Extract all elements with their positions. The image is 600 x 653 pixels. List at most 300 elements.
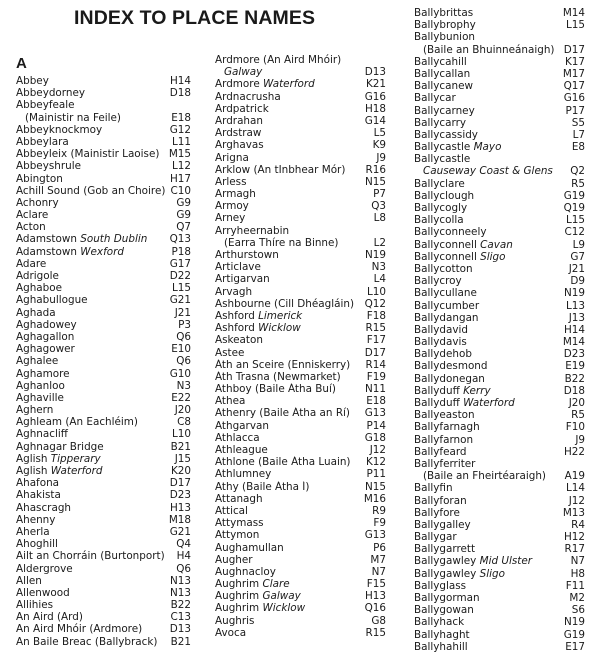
- place-name: [16, 294, 166, 306]
- place-name-text: Aghabullogue: [16, 294, 88, 307]
- place-name: [414, 629, 560, 641]
- place-name: [16, 331, 172, 343]
- place-name-text: Ashford: [215, 309, 255, 322]
- index-entry[interactable]: [16, 209, 191, 221]
- index-entry[interactable]: [215, 383, 386, 395]
- grid-reference: J20: [568, 397, 585, 409]
- index-entry[interactable]: [215, 347, 386, 359]
- index-entry[interactable]: [16, 404, 191, 416]
- index-entry[interactable]: [215, 176, 386, 188]
- place-name: [215, 322, 362, 334]
- index-entry[interactable]: [414, 300, 585, 312]
- index-entry[interactable]: [414, 348, 585, 360]
- place-name-text: Ballygawley: [414, 555, 477, 568]
- grid-reference: L7: [572, 128, 585, 141]
- place-name: [215, 164, 362, 176]
- index-entry[interactable]: [16, 611, 191, 623]
- place-name: [215, 212, 370, 224]
- index-entry[interactable]: [16, 148, 191, 160]
- place-name-text: Ballyglass: [414, 579, 467, 592]
- place-name-text: Aughrim: [215, 602, 260, 615]
- index-entry[interactable]: [414, 226, 585, 238]
- index-entry[interactable]: [414, 397, 585, 409]
- index-entry[interactable]: [16, 538, 191, 550]
- index-entry[interactable]: [414, 421, 585, 433]
- place-name-text: Ballyfarnagh: [414, 421, 480, 434]
- index-entry[interactable]: [215, 615, 386, 627]
- index-entry[interactable]: [215, 481, 386, 493]
- index-entry[interactable]: [16, 87, 191, 99]
- index-entry[interactable]: [414, 251, 585, 263]
- index-entry[interactable]: [414, 92, 585, 104]
- index-entry[interactable]: [414, 470, 585, 482]
- index-entry[interactable]: [16, 428, 191, 440]
- place-name-text: Ballycullane: [414, 287, 477, 300]
- place-name-text: Ahenny: [16, 513, 56, 526]
- grid-reference: M7: [370, 553, 386, 566]
- place-name: [215, 627, 362, 639]
- grid-reference: Q6: [176, 562, 191, 575]
- place-name-text: Ballygalley: [414, 518, 471, 531]
- place-name-text: Ballygarrett: [414, 543, 476, 556]
- grid-reference: L2: [373, 236, 386, 249]
- place-name: [414, 202, 560, 214]
- index-entry[interactable]: [215, 91, 386, 103]
- index-entry[interactable]: [414, 531, 585, 543]
- place-name-text: An Baile Breac (Ballybrack): [16, 635, 158, 648]
- index-entry[interactable]: [215, 127, 386, 139]
- place-name-text: Aghnacliff: [16, 428, 68, 441]
- place-name-text: Ballydangan: [414, 311, 479, 324]
- place-name: [414, 239, 569, 251]
- index-entry[interactable]: [16, 441, 191, 453]
- index-entry[interactable]: [215, 407, 386, 419]
- index-entry[interactable]: [16, 75, 191, 87]
- index-entry[interactable]: [16, 392, 191, 404]
- index-entry[interactable]: [215, 237, 386, 249]
- grid-reference: L12: [171, 160, 191, 173]
- place-name-text: Ballyfarnon: [414, 433, 474, 446]
- grid-reference: Q13: [169, 233, 191, 246]
- place-name: [16, 477, 166, 489]
- index-entry[interactable]: [215, 54, 386, 66]
- place-name: [16, 428, 168, 440]
- place-name: [16, 392, 167, 404]
- index-entry[interactable]: [16, 197, 191, 209]
- index-entry[interactable]: [414, 324, 585, 336]
- index-entry[interactable]: [215, 517, 386, 529]
- index-entry[interactable]: [414, 141, 585, 153]
- place-name: [16, 343, 167, 355]
- index-entry[interactable]: [215, 578, 386, 590]
- index-entry[interactable]: [215, 420, 386, 432]
- index-entry[interactable]: [16, 563, 191, 575]
- index-entry[interactable]: [16, 112, 191, 124]
- place-name: [215, 176, 361, 188]
- place-name-text: Aldergrove: [16, 562, 73, 575]
- place-name-text: Ballydesmond: [414, 360, 488, 373]
- index-entry[interactable]: [414, 263, 585, 275]
- grid-reference: R9: [372, 504, 386, 517]
- grid-reference: Q19: [563, 202, 585, 214]
- place-name: [414, 178, 567, 190]
- index-entry[interactable]: [414, 592, 585, 604]
- grid-reference: J9: [575, 433, 585, 446]
- index-entry[interactable]: [215, 371, 386, 383]
- place-name: [16, 611, 167, 623]
- place-name-text: Ballyfin: [414, 482, 453, 495]
- grid-reference: Q17: [563, 80, 585, 93]
- grid-reference: L10: [366, 285, 386, 298]
- index-entry[interactable]: [16, 526, 191, 538]
- place-qualifier: Galway: [262, 590, 301, 603]
- index-entry[interactable]: [414, 555, 585, 567]
- place-name: [414, 531, 560, 543]
- index-entry[interactable]: [16, 319, 191, 331]
- index-entry[interactable]: [414, 19, 585, 31]
- place-qualifier: Waterford: [50, 465, 103, 477]
- place-name-text: Aughris: [215, 614, 255, 627]
- index-entry[interactable]: [215, 188, 386, 200]
- place-name: [16, 587, 166, 599]
- index-entry[interactable]: [16, 477, 191, 489]
- index-entry[interactable]: [16, 453, 191, 465]
- place-name-text: Ballycarry: [414, 116, 467, 129]
- index-entry[interactable]: [16, 221, 191, 233]
- index-entry[interactable]: [215, 200, 386, 212]
- index-entry[interactable]: [215, 566, 386, 578]
- index-entry[interactable]: [16, 416, 191, 428]
- index-entry[interactable]: [414, 543, 585, 555]
- index-entry[interactable]: [16, 465, 191, 477]
- index-entry[interactable]: [16, 355, 191, 367]
- place-name-text: Ballycastle: [414, 141, 471, 154]
- place-name-text: Aghanloo: [16, 379, 65, 392]
- place-name: [215, 78, 362, 90]
- index-entry[interactable]: [414, 409, 585, 421]
- place-name-text: Ballycolla: [414, 214, 464, 227]
- place-name: [414, 153, 581, 165]
- index-entry[interactable]: [215, 554, 386, 566]
- place-name-text: Attical: [215, 504, 248, 517]
- index-entry[interactable]: [414, 446, 585, 458]
- grid-reference: J20: [174, 404, 191, 417]
- index-entry[interactable]: [16, 599, 191, 611]
- index-entry[interactable]: [414, 165, 585, 177]
- place-name-text: Arghavas: [215, 139, 264, 152]
- index-entry[interactable]: [414, 385, 585, 397]
- index-entry[interactable]: [215, 395, 386, 407]
- place-name: [16, 160, 168, 172]
- place-name: [215, 261, 368, 273]
- grid-reference: S5: [571, 116, 585, 129]
- index-entry[interactable]: [414, 190, 585, 202]
- place-name: [215, 383, 361, 395]
- index-entry[interactable]: [414, 68, 585, 80]
- index-entry[interactable]: [215, 505, 386, 517]
- index-entry[interactable]: [16, 282, 191, 294]
- index-entry[interactable]: [414, 482, 585, 494]
- place-name: [414, 275, 566, 287]
- index-entry[interactable]: [16, 331, 191, 343]
- index-entry[interactable]: [414, 214, 585, 226]
- index-entry[interactable]: [414, 507, 585, 519]
- index-entry[interactable]: [16, 343, 191, 355]
- place-name-text: An Aird Mhóir (Ardmore): [16, 623, 143, 636]
- index-entry[interactable]: [215, 493, 386, 505]
- index-entry[interactable]: [414, 7, 585, 19]
- index-entry[interactable]: [414, 31, 585, 43]
- grid-reference: G17: [169, 257, 191, 270]
- index-entry[interactable]: [215, 115, 386, 127]
- index-entry[interactable]: [414, 495, 585, 507]
- index-entry[interactable]: [414, 434, 585, 446]
- place-name-text: (Mainistir na Feile): [25, 111, 121, 124]
- index-entry[interactable]: [16, 270, 191, 282]
- index-entry[interactable]: [215, 542, 386, 554]
- grid-reference: F10: [565, 421, 585, 434]
- place-name-text: Adamstown: [16, 233, 77, 246]
- index-entry[interactable]: [414, 80, 585, 92]
- index-entry[interactable]: [215, 103, 386, 115]
- grid-reference: J12: [369, 444, 386, 456]
- place-name-text: Aglish: [16, 465, 48, 477]
- index-entry[interactable]: [215, 334, 386, 346]
- place-name-text: (Earra Thíre na Binne): [224, 236, 339, 249]
- index-entry[interactable]: [16, 185, 191, 197]
- index-entry[interactable]: [215, 468, 386, 480]
- place-name: [215, 139, 369, 151]
- place-name-text: Ballycotton: [414, 262, 473, 275]
- place-name: [16, 538, 172, 550]
- index-entry[interactable]: [16, 587, 191, 599]
- index-entry[interactable]: [414, 641, 585, 653]
- place-name-text: Allihies: [16, 599, 54, 612]
- index-entry[interactable]: [215, 225, 386, 237]
- index-entry[interactable]: [414, 239, 585, 251]
- index-entry[interactable]: [215, 310, 386, 322]
- grid-reference: L8: [373, 212, 386, 225]
- grid-reference: L9: [572, 238, 585, 251]
- place-name: [16, 514, 165, 526]
- grid-reference: P7: [373, 188, 386, 201]
- place-name-text: Aghern: [16, 404, 54, 417]
- index-entry[interactable]: [16, 233, 191, 245]
- index-entry[interactable]: [414, 129, 585, 141]
- grid-reference: G19: [563, 628, 585, 641]
- index-entry[interactable]: [414, 629, 585, 641]
- grid-reference: P17: [565, 104, 585, 117]
- grid-reference: M16: [363, 492, 386, 505]
- index-entry[interactable]: [414, 117, 585, 129]
- place-name: [414, 312, 565, 324]
- place-name: [16, 233, 166, 245]
- grid-reference: L13: [565, 299, 585, 312]
- place-name: [16, 563, 172, 575]
- index-entry[interactable]: [215, 444, 386, 456]
- grid-reference: B21: [170, 635, 191, 648]
- place-name: [16, 197, 172, 209]
- place-name-text: Askeaton: [215, 334, 263, 347]
- index-entry[interactable]: [16, 124, 191, 136]
- place-name: [414, 592, 565, 604]
- place-name-text: Adamstown: [16, 245, 77, 258]
- grid-reference: H14: [169, 75, 191, 87]
- index-entry[interactable]: [215, 456, 386, 468]
- grid-reference: C8: [177, 416, 191, 429]
- place-name-text: Ballydehob: [414, 348, 472, 361]
- index-entry[interactable]: [215, 298, 386, 310]
- index-entry[interactable]: [414, 44, 585, 56]
- index-entry[interactable]: [16, 550, 191, 562]
- grid-reference: J15: [174, 452, 191, 465]
- grid-reference: H8: [570, 567, 585, 580]
- index-entry[interactable]: [414, 519, 585, 531]
- place-name: [414, 360, 561, 372]
- index-entry[interactable]: [16, 99, 191, 111]
- grid-reference: D17: [169, 477, 191, 490]
- grid-reference: H12: [563, 531, 585, 544]
- place-name-text: Aghleam (An Eachléim): [16, 416, 138, 429]
- index-entry[interactable]: [414, 580, 585, 592]
- grid-reference: D18: [563, 384, 585, 397]
- index-entry[interactable]: [414, 336, 585, 348]
- place-name-text: Aghagower: [16, 343, 75, 356]
- place-name-text: Ballyduff: [414, 397, 460, 409]
- place-name-text: Ballycumber: [414, 299, 480, 312]
- place-name-text: Ahoghill: [16, 538, 58, 551]
- grid-reference: J9: [376, 151, 386, 164]
- index-entry[interactable]: [215, 212, 386, 224]
- index-entry[interactable]: [414, 105, 585, 117]
- grid-reference: B21: [170, 440, 191, 453]
- place-name-text: Armoy: [215, 200, 249, 213]
- place-name: [16, 307, 171, 319]
- index-entry[interactable]: [215, 78, 386, 90]
- place-name: [414, 373, 561, 385]
- index-entry[interactable]: [16, 368, 191, 380]
- index-entry[interactable]: [414, 287, 585, 299]
- grid-reference: D13: [169, 623, 191, 636]
- index-entry[interactable]: [215, 286, 386, 298]
- index-entry[interactable]: [414, 458, 585, 470]
- index-entry[interactable]: [414, 373, 585, 385]
- place-name-text: Abbeyfeale: [16, 99, 75, 112]
- place-name-text: Athlone (Baile Átha Luain): [215, 456, 351, 469]
- place-name: [16, 575, 166, 587]
- grid-reference: C12: [564, 226, 585, 239]
- index-entry[interactable]: [414, 178, 585, 190]
- grid-reference: L15: [565, 214, 585, 227]
- place-name-text: Ballycarney: [414, 104, 475, 117]
- place-name-text: Aclare: [16, 209, 49, 222]
- index-entry[interactable]: [215, 164, 386, 176]
- place-name: [215, 554, 366, 566]
- index-entry[interactable]: [16, 294, 191, 306]
- grid-reference: N3: [371, 261, 386, 274]
- grid-reference: J13: [568, 311, 585, 324]
- place-name-text: Achonry: [16, 196, 59, 209]
- index-entry[interactable]: [16, 160, 191, 172]
- index-entry[interactable]: [16, 173, 191, 185]
- index-entry[interactable]: [16, 258, 191, 270]
- index-entry[interactable]: [215, 359, 386, 371]
- index-entry[interactable]: [414, 604, 585, 616]
- index-entry[interactable]: [16, 514, 191, 526]
- place-name-text: Aglish: [16, 452, 48, 465]
- index-entry[interactable]: [215, 273, 386, 285]
- index-entry[interactable]: [414, 56, 585, 68]
- place-name: [215, 347, 361, 359]
- place-name: [414, 226, 561, 238]
- index-entry[interactable]: [16, 489, 191, 501]
- index-entry[interactable]: [16, 136, 191, 148]
- place-name: [215, 456, 362, 468]
- index-entry[interactable]: [215, 432, 386, 444]
- place-name: [215, 517, 369, 529]
- index-entry[interactable]: [414, 616, 585, 628]
- place-name-text: Áth Trasna (Newmarket): [215, 370, 341, 383]
- index-entry[interactable]: [215, 529, 386, 541]
- grid-reference: P6: [373, 541, 386, 554]
- place-name: [215, 505, 368, 517]
- index-entry[interactable]: [16, 623, 191, 635]
- index-entry[interactable]: [414, 568, 585, 580]
- place-name: [215, 298, 361, 310]
- index-entry[interactable]: [414, 360, 585, 372]
- index-entry[interactable]: [215, 249, 386, 261]
- index-entry[interactable]: [215, 261, 386, 273]
- index-entry[interactable]: [16, 380, 191, 392]
- index-entry[interactable]: [215, 627, 386, 639]
- index-entry[interactable]: [414, 275, 585, 287]
- index-entry[interactable]: [414, 202, 585, 214]
- index-entry[interactable]: [215, 66, 386, 78]
- index-entry[interactable]: [215, 602, 386, 614]
- index-entry[interactable]: [414, 312, 585, 324]
- grid-reference: D13: [364, 66, 386, 79]
- grid-reference: K20: [170, 465, 191, 477]
- grid-reference: D23: [563, 348, 585, 361]
- place-name: [414, 555, 567, 567]
- index-entry[interactable]: [215, 152, 386, 164]
- index-entry[interactable]: [16, 575, 191, 587]
- place-name-text: Allen: [16, 574, 42, 587]
- index-entry[interactable]: [16, 307, 191, 319]
- index-entry[interactable]: [16, 246, 191, 258]
- index-entry[interactable]: [16, 502, 191, 514]
- grid-reference: M14: [562, 7, 585, 19]
- index-entry[interactable]: [215, 322, 386, 334]
- place-name-text: Ballybrittas: [414, 7, 474, 19]
- place-qualifier: Tipperary: [50, 452, 101, 465]
- place-qualifier: Waterford: [263, 78, 315, 91]
- grid-reference: N7: [570, 555, 585, 568]
- place-name: [16, 465, 167, 477]
- place-name: [16, 453, 171, 465]
- grid-reference: G19: [563, 189, 585, 202]
- grid-reference: F19: [366, 370, 386, 383]
- place-name-text: Ahascragh: [16, 501, 72, 514]
- index-entry[interactable]: [414, 153, 585, 165]
- index-entry[interactable]: [215, 139, 386, 151]
- place-name: [414, 580, 562, 592]
- grid-reference: F18: [366, 309, 386, 322]
- index-entry[interactable]: [215, 590, 386, 602]
- place-name-text: Arryheernabin: [215, 224, 290, 237]
- place-name-text: Ballycar: [414, 92, 456, 105]
- place-name: [16, 124, 166, 136]
